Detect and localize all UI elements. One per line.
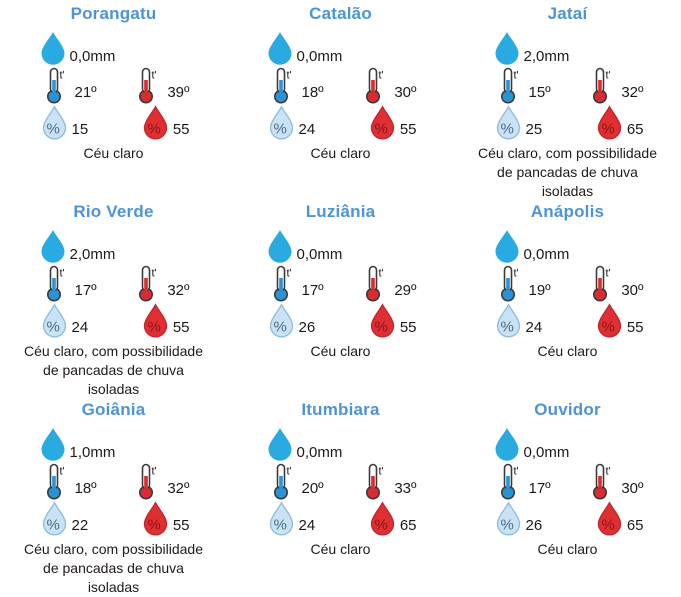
svg-text:t': t'	[151, 267, 157, 280]
precipitation-value: 2,0mm	[69, 246, 116, 263]
city-name: Luziânia	[305, 202, 376, 221]
svg-text:t': t'	[378, 465, 384, 478]
condition-text: Céu claro	[537, 541, 598, 557]
city-forecast-card	[0, 0, 227, 198]
svg-text:%: %	[374, 516, 388, 534]
max-temperature-value: 32º	[621, 84, 644, 101]
max-temperature-group	[136, 265, 189, 302]
min-temperature-group	[498, 463, 551, 500]
city-forecast-card	[0, 396, 227, 594]
max-humidity-drop-icon	[141, 303, 170, 339]
max-temperature-group	[590, 463, 643, 500]
condition-text: Céu claro	[537, 343, 598, 359]
max-humidity-value: 55	[399, 319, 417, 336]
precipitation-row	[492, 229, 570, 264]
max-humidity-value: 55	[172, 517, 190, 534]
humidity-row	[494, 501, 644, 537]
max-humidity-value: 65	[626, 121, 644, 138]
forecast-content	[492, 229, 644, 361]
rain-drop-icon	[265, 31, 295, 66]
condition-text: Céu claro	[310, 541, 371, 557]
min-humidity-group	[494, 303, 543, 339]
min-temperature-value: 15º	[528, 84, 551, 101]
min-humidity-group	[267, 303, 316, 339]
max-humidity-drop-icon	[141, 501, 170, 537]
svg-text:t': t'	[151, 69, 157, 82]
max-thermometer-icon	[590, 67, 620, 104]
humidity-row	[267, 303, 417, 339]
max-thermometer-icon	[590, 463, 620, 500]
precipitation-row	[492, 31, 570, 66]
forecast-content	[478, 31, 657, 201]
min-humidity-group	[267, 105, 316, 141]
max-humidity-value: 65	[626, 517, 644, 534]
city-forecast-card	[454, 0, 681, 198]
svg-text:%: %	[601, 516, 615, 534]
svg-text:t': t'	[513, 69, 519, 82]
condition-text: Céu claro	[83, 145, 144, 161]
min-humidity-value: 24	[525, 319, 543, 336]
max-temperature-group	[590, 265, 643, 302]
min-humidity-group	[494, 105, 543, 141]
city-forecast-card	[227, 198, 454, 396]
temperature-row	[498, 463, 644, 500]
min-temperature-group	[44, 265, 97, 302]
max-thermometer-icon	[136, 265, 166, 302]
svg-text:%: %	[46, 516, 60, 534]
svg-text:t': t'	[513, 267, 519, 280]
condition-text: Céu claro	[310, 145, 371, 161]
city-name: Rio Verde	[73, 202, 154, 221]
min-thermometer-icon	[498, 67, 528, 104]
min-temperature-value: 17º	[74, 282, 97, 299]
svg-text:t': t'	[59, 69, 65, 82]
humidity-row	[40, 501, 190, 537]
precipitation-row	[265, 229, 343, 264]
svg-text:%: %	[273, 318, 287, 336]
svg-text:%: %	[147, 516, 161, 534]
humidity-row	[494, 105, 644, 141]
min-humidity-drop-icon	[494, 501, 523, 537]
min-thermometer-icon	[44, 463, 74, 500]
max-humidity-group	[595, 105, 644, 141]
min-thermometer-icon	[44, 265, 74, 302]
max-humidity-drop-icon	[141, 105, 170, 141]
svg-text:t': t'	[605, 267, 611, 280]
precipitation-value: 0,0mm	[69, 48, 116, 65]
rain-drop-icon	[492, 229, 522, 264]
temperature-row	[498, 265, 644, 302]
min-temperature-group	[271, 67, 324, 104]
city-name: Catalão	[309, 4, 372, 23]
max-temperature-group	[136, 463, 189, 500]
min-temperature-value: 20º	[301, 480, 324, 497]
max-temperature-value: 30º	[621, 282, 644, 299]
condition-text: Céu claro, com possibilidade de pancadas de chuva isoladas	[24, 541, 203, 595]
precipitation-value: 0,0mm	[523, 246, 570, 263]
humidity-row	[40, 303, 190, 339]
forecast-content	[265, 427, 417, 559]
svg-text:t': t'	[59, 465, 65, 478]
max-thermometer-icon	[136, 463, 166, 500]
min-humidity-drop-icon	[40, 303, 69, 339]
temperature-row	[498, 67, 644, 104]
min-temperature-group	[44, 463, 97, 500]
max-humidity-group	[141, 501, 190, 537]
min-temperature-value: 21º	[74, 84, 97, 101]
min-thermometer-icon	[271, 463, 301, 500]
min-humidity-value: 24	[71, 319, 89, 336]
rain-drop-icon	[265, 427, 295, 462]
svg-text:%: %	[601, 120, 615, 138]
max-thermometer-icon	[363, 265, 393, 302]
svg-text:%: %	[147, 318, 161, 336]
svg-text:%: %	[500, 516, 514, 534]
city-name: Porangatu	[70, 4, 157, 23]
city-forecast-card	[227, 0, 454, 198]
svg-text:%: %	[273, 516, 287, 534]
min-humidity-value: 22	[71, 517, 89, 534]
humidity-row	[494, 303, 644, 339]
min-thermometer-icon	[498, 265, 528, 302]
svg-text:t': t'	[513, 465, 519, 478]
forecast-content	[24, 427, 203, 597]
min-humidity-group	[40, 501, 89, 537]
min-temperature-group	[498, 67, 551, 104]
forecast-content	[492, 427, 644, 559]
max-humidity-group	[141, 105, 190, 141]
min-humidity-drop-icon	[494, 303, 523, 339]
min-humidity-group	[40, 303, 89, 339]
forecast-content	[24, 229, 203, 399]
min-humidity-drop-icon	[267, 501, 296, 537]
svg-text:t': t'	[286, 69, 292, 82]
max-temperature-group	[136, 67, 189, 104]
precipitation-row	[38, 427, 116, 462]
forecast-content	[38, 31, 190, 163]
precipitation-value: 0,0mm	[296, 48, 343, 65]
precipitation-value: 0,0mm	[523, 444, 570, 461]
min-humidity-value: 15	[71, 121, 89, 138]
city-forecast-card	[454, 396, 681, 594]
svg-text:%: %	[500, 318, 514, 336]
svg-text:t': t'	[378, 267, 384, 280]
city-name: Goiânia	[81, 400, 146, 419]
min-temperature-value: 18º	[74, 480, 97, 497]
min-temperature-value: 18º	[301, 84, 324, 101]
max-temperature-group	[363, 67, 416, 104]
min-humidity-drop-icon	[267, 105, 296, 141]
max-humidity-drop-icon	[368, 303, 397, 339]
svg-text:%: %	[374, 318, 388, 336]
rain-drop-icon	[492, 427, 522, 462]
max-temperature-value: 33º	[394, 480, 417, 497]
max-humidity-group	[368, 105, 417, 141]
min-thermometer-icon	[44, 67, 74, 104]
max-humidity-value: 55	[172, 121, 190, 138]
precipitation-value: 0,0mm	[296, 246, 343, 263]
condition-text: Céu claro, com possibilidade de pancadas de chuva isoladas	[478, 145, 657, 199]
min-temperature-group	[498, 265, 551, 302]
precipitation-row	[265, 31, 343, 66]
min-humidity-value: 25	[525, 121, 543, 138]
svg-text:%: %	[273, 120, 287, 138]
min-temperature-value: 17º	[301, 282, 324, 299]
forecast-content	[265, 31, 417, 163]
max-temperature-group	[363, 463, 416, 500]
max-humidity-group	[368, 303, 417, 339]
min-humidity-group	[494, 501, 543, 537]
precipitation-value: 1,0mm	[69, 444, 116, 461]
max-humidity-group	[595, 501, 644, 537]
min-humidity-value: 26	[298, 319, 316, 336]
max-humidity-drop-icon	[595, 105, 624, 141]
max-humidity-value: 65	[399, 517, 417, 534]
city-name: Anápolis	[530, 202, 605, 221]
precipitation-row	[265, 427, 343, 462]
min-temperature-group	[271, 463, 324, 500]
min-temperature-group	[271, 265, 324, 302]
min-thermometer-icon	[271, 265, 301, 302]
temperature-row	[44, 463, 190, 500]
city-forecast-card	[227, 396, 454, 594]
svg-text:t': t'	[286, 267, 292, 280]
max-humidity-drop-icon	[595, 501, 624, 537]
city-forecast-card	[454, 198, 681, 396]
svg-text:%: %	[500, 120, 514, 138]
min-humidity-value: 24	[298, 121, 316, 138]
humidity-row	[267, 105, 417, 141]
max-thermometer-icon	[363, 67, 393, 104]
max-humidity-value: 55	[399, 121, 417, 138]
svg-text:t': t'	[151, 465, 157, 478]
max-humidity-drop-icon	[595, 303, 624, 339]
min-temperature-value: 19º	[528, 282, 551, 299]
city-forecast-card	[0, 198, 227, 396]
max-temperature-value: 32º	[167, 480, 190, 497]
precipitation-value: 0,0mm	[296, 444, 343, 461]
min-thermometer-icon	[498, 463, 528, 500]
condition-text: Céu claro, com possibilidade de pancadas de chuva isoladas	[24, 343, 203, 397]
max-humidity-drop-icon	[368, 105, 397, 141]
min-humidity-value: 26	[525, 517, 543, 534]
precipitation-row	[492, 427, 570, 462]
max-humidity-group	[368, 501, 417, 537]
temperature-row	[44, 67, 190, 104]
precipitation-row	[38, 31, 116, 66]
condition-text: Céu claro	[310, 343, 371, 359]
temperature-row	[44, 265, 190, 302]
svg-text:%: %	[46, 120, 60, 138]
svg-text:%: %	[147, 120, 161, 138]
max-thermometer-icon	[136, 67, 166, 104]
svg-text:t': t'	[59, 267, 65, 280]
svg-text:%: %	[46, 318, 60, 336]
max-humidity-group	[595, 303, 644, 339]
humidity-row	[40, 105, 190, 141]
temperature-row	[271, 67, 417, 104]
max-temperature-value: 32º	[167, 282, 190, 299]
max-thermometer-icon	[590, 265, 620, 302]
humidity-row	[267, 501, 417, 537]
rain-drop-icon	[492, 31, 522, 66]
min-humidity-drop-icon	[494, 105, 523, 141]
forecast-content	[265, 229, 417, 361]
min-thermometer-icon	[271, 67, 301, 104]
min-humidity-drop-icon	[267, 303, 296, 339]
svg-text:t': t'	[286, 465, 292, 478]
svg-text:t': t'	[605, 69, 611, 82]
precipitation-value: 2,0mm	[523, 48, 570, 65]
max-humidity-drop-icon	[368, 501, 397, 537]
temperature-row	[271, 463, 417, 500]
city-name: Ouvidor	[534, 400, 601, 419]
min-humidity-value: 24	[298, 517, 316, 534]
max-humidity-group	[141, 303, 190, 339]
max-temperature-group	[363, 265, 416, 302]
max-humidity-value: 55	[172, 319, 190, 336]
city-name: Itumbiara	[301, 400, 380, 419]
max-thermometer-icon	[363, 463, 393, 500]
min-humidity-drop-icon	[40, 105, 69, 141]
min-temperature-value: 17º	[528, 480, 551, 497]
max-temperature-value: 30º	[621, 480, 644, 497]
rain-drop-icon	[265, 229, 295, 264]
max-humidity-value: 55	[626, 319, 644, 336]
max-temperature-value: 29º	[394, 282, 417, 299]
max-temperature-value: 39º	[167, 84, 190, 101]
max-temperature-value: 30º	[394, 84, 417, 101]
precipitation-row	[38, 229, 116, 264]
city-name: Jataí	[547, 4, 588, 23]
min-humidity-group	[40, 105, 89, 141]
min-humidity-drop-icon	[40, 501, 69, 537]
rain-drop-icon	[38, 229, 68, 264]
rain-drop-icon	[38, 31, 68, 66]
svg-text:%: %	[601, 318, 615, 336]
rain-drop-icon	[38, 427, 68, 462]
min-temperature-group	[44, 67, 97, 104]
max-temperature-group	[590, 67, 643, 104]
min-humidity-group	[267, 501, 316, 537]
svg-text:%: %	[374, 120, 388, 138]
svg-text:t': t'	[605, 465, 611, 478]
temperature-row	[271, 265, 417, 302]
svg-text:t': t'	[378, 69, 384, 82]
